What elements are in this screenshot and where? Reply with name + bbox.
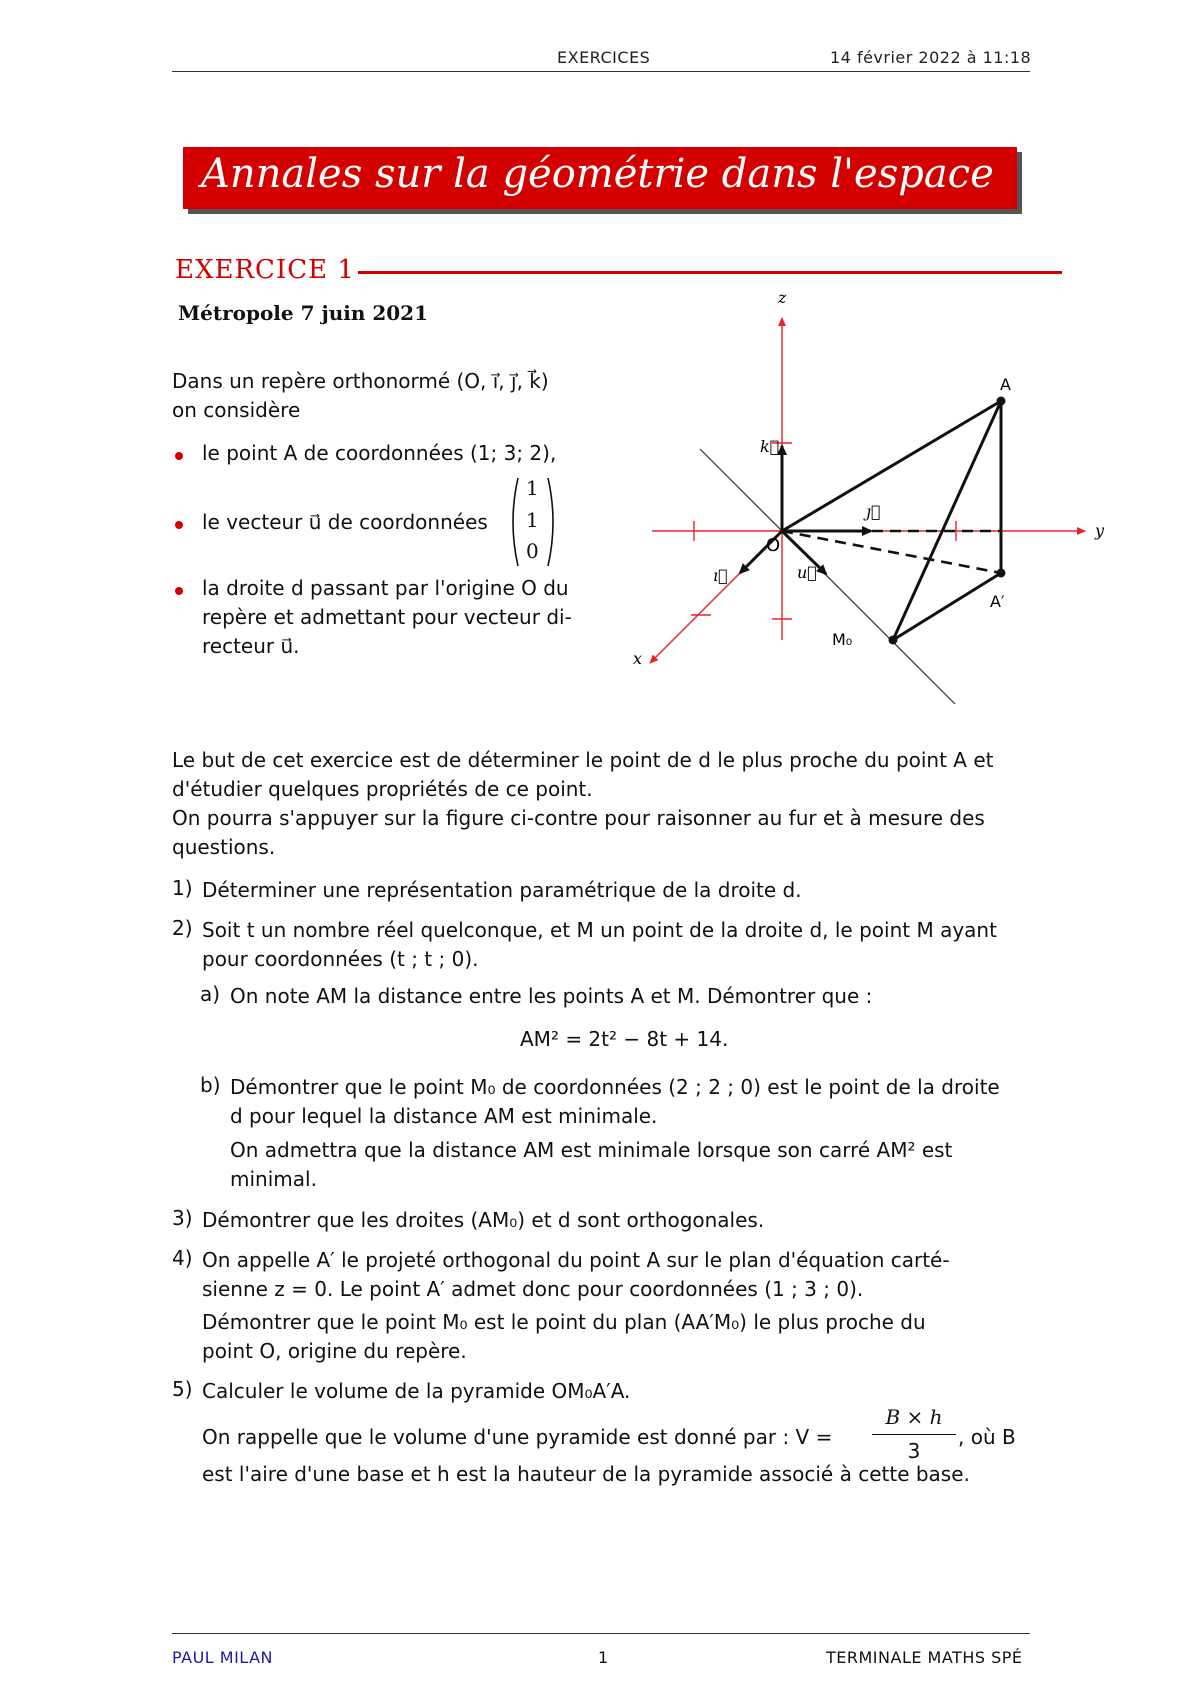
line-d: [700, 449, 955, 704]
bullet-dot: [175, 587, 183, 595]
goal-line-4: questions.: [172, 835, 276, 859]
bullet-line-d-2: repère et admettant pour vecteur di-: [202, 605, 572, 629]
q4-text-3: Démontrer que le point M₀ est le point du plan (AA′M₀) le plus proche du: [202, 1310, 926, 1334]
q5-text: Calculer le volume de la pyramide OM₀A′A.: [202, 1379, 631, 1403]
q2a-number: a): [200, 982, 221, 1006]
q2b-text-4: minimal.: [230, 1167, 317, 1191]
q4-text-4: point O, origine du repère.: [202, 1339, 467, 1363]
bullet-dot: [175, 452, 183, 460]
footer-author: PAUL MILAN: [172, 1648, 273, 1667]
q5-formula-intro: On rappelle que le volume d'une pyramide est donné par : V =: [202, 1425, 833, 1449]
volume-fraction: [872, 1403, 956, 1466]
page-title: Annales sur la géométrie dans l'espace: [201, 151, 994, 197]
q1-number: 1): [172, 876, 193, 900]
vector-i-label: ı⃗: [713, 566, 728, 585]
vector-j-label: ȷ⃗: [866, 502, 881, 521]
q4-text-2: sienne z = 0. Le point A′ admet donc pour coordonnées (1 ; 3 ; 0).: [202, 1277, 864, 1301]
axis-x-label: x: [633, 649, 643, 668]
q1-text: Déterminer une représentation paramétrique de la droite d.: [202, 878, 802, 902]
point-A-label: A: [1000, 375, 1011, 394]
matrix-entry: 1: [526, 508, 539, 532]
axis-z-label: z: [778, 288, 787, 307]
q3-number: 3): [172, 1206, 193, 1230]
point-A-prime-label: A′: [990, 592, 1005, 611]
q3-text: Démontrer que les droites (AM₀) et d sont orthogonales.: [202, 1208, 765, 1232]
exercise-source: Métropole 7 juin 2021: [178, 301, 429, 325]
header-title: EXERCICES: [557, 48, 651, 67]
footer-rule: [172, 1633, 1030, 1634]
bullet-vector-u: le vecteur u⃗ de coordonnées: [202, 510, 488, 534]
bullet-dot: [175, 521, 183, 529]
page-number: 1: [598, 1648, 609, 1667]
q2-text-1: Soit t un nombre réel quelconque, et M un point de la droite d, le point M ayant: [202, 918, 997, 942]
matrix-entry: 0: [526, 539, 539, 563]
header-rule: [172, 71, 1030, 72]
q2b-text-2: d pour lequel la distance AM est minimale.: [230, 1104, 658, 1128]
fraction-denominator: 3: [907, 1439, 921, 1463]
footer-course: TERMINALE MATHS SPÉ: [826, 1648, 1023, 1667]
title-banner: [183, 147, 1017, 209]
axis-y-label: y: [1095, 521, 1105, 540]
intro-line-1: Dans un repère orthonormé (O, ı⃗, ȷ⃗, k⃗): [172, 369, 549, 393]
bullet-line-d-3: recteur u⃗.: [202, 634, 300, 658]
q5-formula-tail: , où B: [958, 1425, 1016, 1449]
q2b-text-3: On admettra que la distance AM est minimale lorsque son carré AM² est: [230, 1138, 953, 1162]
fraction-bar: [872, 1434, 956, 1435]
origin-label: O: [766, 535, 781, 556]
edge-OA: [782, 401, 1001, 531]
goal-line-1: Le but de cet exercice est de déterminer le point de d le plus proche du point A et: [172, 748, 994, 772]
edge-AM0: [893, 401, 1001, 640]
goal-line-2: d'étudier quelques propriétés de ce point.: [172, 777, 593, 801]
bullet-line-d-1: la droite d passant par l'origine O du: [202, 576, 569, 600]
bullet-point-a: le point A de coordonnées (1; 3; 2),: [202, 441, 557, 465]
vector-u-label: u⃗: [797, 563, 817, 582]
q2-number: 2): [172, 916, 193, 940]
q2b-number: b): [200, 1073, 221, 1097]
point-A: [997, 397, 1006, 406]
fraction-numerator: B × h: [885, 1405, 943, 1429]
q2-text-2: pour coordonnées (t ; t ; 0).: [202, 947, 479, 971]
point-A-prime: [997, 569, 1006, 578]
vector-k-label: k⃗: [760, 437, 780, 456]
goal-line-3: On pourra s'appuyer sur la figure ci-contre pour raisonner au fur et à mesure des: [172, 806, 985, 830]
point-M0-label: M₀: [832, 630, 853, 649]
point-M0: [889, 636, 898, 645]
exercise-title-rule: [358, 271, 1062, 274]
q5-text-3: est l'aire d'une base et h est la hauteur de la pyramide associé à cette base.: [202, 1462, 970, 1486]
q4-text-1: On appelle A′ le projeté orthogonal du point A sur le plan d'équation carté-: [202, 1248, 950, 1272]
q5-number: 5): [172, 1377, 193, 1401]
geometry-figure: [620, 285, 1110, 715]
matrix-entry: 1: [526, 476, 539, 500]
header-date: 14 février 2022 à 11:18: [830, 48, 1032, 67]
intro-line-2: on considère: [172, 398, 301, 422]
q2a-text: On note AM la distance entre les points A et M. Démontrer que :: [230, 984, 873, 1008]
exercise-title: EXERCICE 1: [175, 255, 355, 285]
q2a-equation: AM² = 2t² − 8t + 14.: [520, 1027, 729, 1051]
q4-number: 4): [172, 1246, 193, 1270]
vector-u-matrix: [508, 474, 558, 570]
q2b-text-1: Démontrer que le point M₀ de coordonnées (2 ; 2 ; 0) est le point de la droite: [230, 1075, 1000, 1099]
